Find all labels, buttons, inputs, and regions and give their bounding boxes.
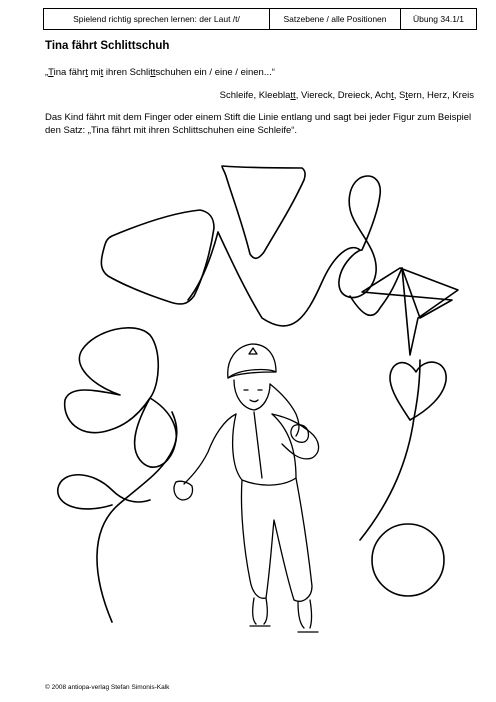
quote-t-sound: t xyxy=(85,67,88,78)
quote-t-sound: T xyxy=(48,67,54,78)
word-part: , S xyxy=(393,90,406,101)
figure-stern xyxy=(362,268,458,355)
quote-part: ihren Schli xyxy=(103,67,151,78)
triangle-icon xyxy=(249,348,257,354)
girl-skater xyxy=(174,344,319,632)
header-exercise-number: Übung 34.1/1 xyxy=(412,14,465,24)
figure-viereck xyxy=(101,210,214,304)
figure-schleife xyxy=(58,475,150,509)
figure-dreieck xyxy=(222,166,305,258)
word-t-sound: tt xyxy=(290,90,296,101)
quote-t-sound: t xyxy=(100,67,104,78)
word-t-sound: t xyxy=(405,90,408,101)
page-title: Tina fährt Schlittschuh xyxy=(45,40,170,52)
quote-part: ina fähr xyxy=(53,67,86,78)
quote-t-sound: tt xyxy=(150,67,156,78)
copyright-footer: © 2008 antiopa-verlag Stefan Simonis-Kalk xyxy=(45,684,170,691)
quote-part: „ xyxy=(45,67,49,78)
instruction-text: Das Kind fährt mit dem Finger oder einem Stift die Linie entlang und sagt bei jeder Figur zum Beispiel den Satz: „Tina fährt mit ihren Schlittschuhen eine Schleife“. xyxy=(45,112,472,136)
word-part: ern, Herz, Kreis xyxy=(408,90,474,101)
figure-kreis xyxy=(372,524,444,596)
word-part: , Viereck, Dreieck, Ach xyxy=(295,90,392,101)
header-level: Satzebene / alle Positionen xyxy=(270,9,401,29)
header-series-title: Spielend richtig sprechen lernen: der Laut /t/ xyxy=(44,9,270,29)
quote-part: mi xyxy=(87,67,101,78)
word-part: Schleife, Kleebla xyxy=(219,90,291,101)
word-t-sound: t xyxy=(391,90,394,101)
quote-part: schuhen ein / eine / einen...“ xyxy=(155,67,275,78)
figure-kleeblatt xyxy=(65,328,177,467)
figure-acht xyxy=(339,176,380,298)
